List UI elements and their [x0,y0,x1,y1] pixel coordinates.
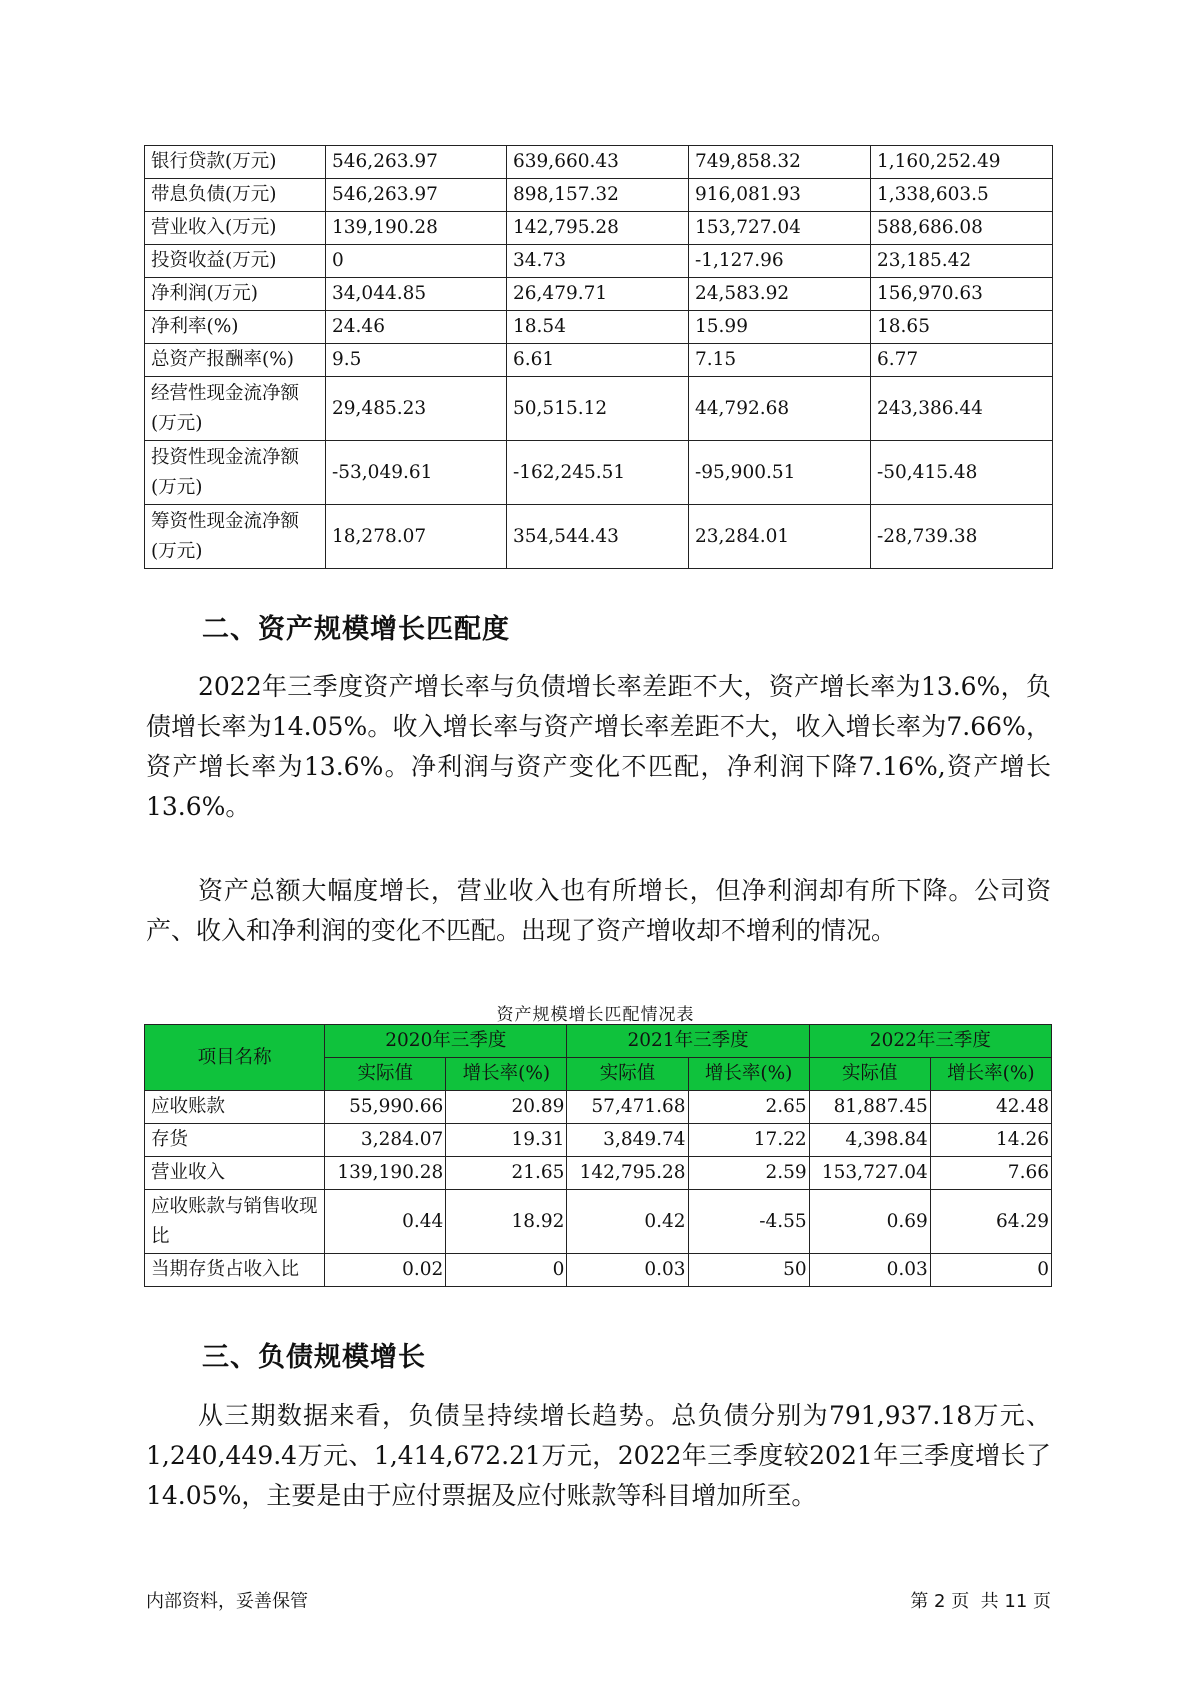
section-heading: 三、负债规模增长 [202,1342,426,1373]
cell-value: 50,515.12 [507,377,689,441]
header-period: 2021年三季度 [567,1025,809,1058]
cell-value: 6.61 [507,344,689,377]
cell-value: 17.22 [688,1124,809,1157]
table-caption: 资产规模增长匹配情况表 [496,1005,695,1025]
cell-value: -95,900.51 [689,441,871,505]
cell-value: 0.69 [809,1190,930,1254]
cell-value: 20.89 [446,1091,567,1124]
cell-value: 546,263.97 [326,179,507,212]
table-row [145,311,1053,344]
header-item-name: 项目名称 [145,1025,325,1091]
cell-value: 23,284.01 [689,505,871,569]
cell-value: 749,858.32 [689,146,871,179]
cell-value: 7.15 [689,344,871,377]
header-period: 2020年三季度 [325,1025,567,1058]
cell-value: 546,263.97 [326,146,507,179]
cell-value: 44,792.68 [689,377,871,441]
cell-value: 50 [688,1254,809,1287]
row-label: 应收账款与销售收现比 [145,1190,325,1254]
paragraph: 从三期数据来看，负债呈持续增长趋势。总负债分别为791,937.18万元、1,240,449.4万元、1,414,672.21万元，2022年三季度较2021年三季度增长了14.05%，主要是由于应付票据及应付账款等科目增加所至。 [146,1401,1051,1510]
cell-value: 18.92 [446,1190,567,1254]
cell-value: 0.44 [325,1190,446,1254]
cell-value: 42.48 [930,1091,1051,1124]
cell-value: 1,160,252.49 [871,146,1053,179]
paragraph: 资产总额大幅度增长，营业收入也有所增长，但净利润却有所下降。公司资产、收入和净利润的变化不匹配。出现了资产增收却不增利的情况。 [146,876,1051,945]
row-label: 经营性现金流净额(万元) [145,377,326,441]
cell-value: 9.5 [326,344,507,377]
table-row [145,1091,1052,1124]
row-label: 应收账款 [145,1091,325,1124]
header-rate: 增长率(%) [930,1058,1051,1091]
financial-indicators-table [144,145,1053,569]
cell-value: 2.59 [688,1157,809,1190]
cell-value: 18.65 [871,311,1053,344]
table-header-row [145,1025,1052,1058]
cell-value: 3,284.07 [325,1124,446,1157]
cell-value: 0.03 [567,1254,688,1287]
table-row [145,179,1053,212]
cell-value: 588,686.08 [871,212,1053,245]
row-label: 筹资性现金流净额(万元) [145,505,326,569]
cell-value: 18,278.07 [326,505,507,569]
row-label: 营业收入(万元) [145,212,326,245]
cell-value: 64.29 [930,1190,1051,1254]
row-label: 银行贷款(万元) [145,146,326,179]
row-label: 净利率(%) [145,311,326,344]
cell-value: 24.46 [326,311,507,344]
table-row [145,1254,1052,1287]
cell-value: 14.26 [930,1124,1051,1157]
cell-value: 139,190.28 [325,1157,446,1190]
cell-value: 1,338,603.5 [871,179,1053,212]
cell-value: 18.54 [507,311,689,344]
cell-value: 6.77 [871,344,1053,377]
cell-value: 0 [930,1254,1051,1287]
cell-value: -28,739.38 [871,505,1053,569]
paragraph: 2022年三季度资产增长率与负债增长率差距不大，资产增长率为13.6%，负债增长率为14.05%。收入增长率与资产增长率差距不大，收入增长率为7.66%，资产增长率为13.6%。净利润与资产变化不匹配，净利润下降7.16%,资产增长13.6%。 [146,672,1051,821]
cell-value: 639,660.43 [507,146,689,179]
cell-value: 916,081.93 [689,179,871,212]
header-actual: 实际值 [567,1058,688,1091]
cell-value: 15.99 [689,311,871,344]
growth-matching-table [144,1024,1052,1287]
cell-value: 153,727.04 [809,1157,930,1190]
table-row [145,377,1053,441]
cell-value: 29,485.23 [326,377,507,441]
cell-value: -50,415.48 [871,441,1053,505]
cell-value: 3,849.74 [567,1124,688,1157]
cell-value: 23,185.42 [871,245,1053,278]
cell-value: 57,471.68 [567,1091,688,1124]
cell-value: 4,398.84 [809,1124,930,1157]
cell-value: 26,479.71 [507,278,689,311]
cell-value: 19.31 [446,1124,567,1157]
cell-value: 34.73 [507,245,689,278]
cell-value: 24,583.92 [689,278,871,311]
row-label: 投资性现金流净额(万元) [145,441,326,505]
header-rate: 增长率(%) [688,1058,809,1091]
cell-value: 0 [326,245,507,278]
cell-value: 142,795.28 [567,1157,688,1190]
row-label: 总资产报酬率(%) [145,344,326,377]
cell-value: 153,727.04 [689,212,871,245]
row-label: 当期存货占收入比 [145,1254,325,1287]
header-period: 2022年三季度 [809,1025,1051,1058]
table-row [145,146,1053,179]
cell-value: 2.65 [688,1091,809,1124]
cell-value: -162,245.51 [507,441,689,505]
cell-value: 81,887.45 [809,1091,930,1124]
section-heading: 二、资产规模增长匹配度 [202,614,510,645]
cell-value: 55,990.66 [325,1091,446,1124]
row-label: 存货 [145,1124,325,1157]
cell-value: 354,544.43 [507,505,689,569]
cell-value: 156,970.63 [871,278,1053,311]
cell-value: 898,157.32 [507,179,689,212]
table-row [145,1157,1052,1190]
cell-value: -53,049.61 [326,441,507,505]
cell-value: 0 [446,1254,567,1287]
header-rate: 增长率(%) [446,1058,567,1091]
cell-value: -4.55 [688,1190,809,1254]
cell-value: 21.65 [446,1157,567,1190]
header-actual: 实际值 [809,1058,930,1091]
table-row [145,1190,1052,1254]
cell-value: 0.02 [325,1254,446,1287]
row-label: 带息负债(万元) [145,179,326,212]
table-row [145,1124,1052,1157]
row-label: 净利润(万元) [145,278,326,311]
header-actual: 实际值 [325,1058,446,1091]
table-row [145,441,1053,505]
table-row [145,212,1053,245]
footer-confidential-note: 内部资料，妥善保管 [146,1591,308,1612]
table-row [145,245,1053,278]
cell-value: 7.66 [930,1157,1051,1190]
cell-value: 139,190.28 [326,212,507,245]
cell-value: 142,795.28 [507,212,689,245]
cell-value: -1,127.96 [689,245,871,278]
cell-value: 243,386.44 [871,377,1053,441]
cell-value: 0.42 [567,1190,688,1254]
cell-value: 0.03 [809,1254,930,1287]
footer-page-number: 第 2 页 共 11 页 [910,1591,1051,1612]
row-label: 营业收入 [145,1157,325,1190]
table-row [145,278,1053,311]
row-label: 投资收益(万元) [145,245,326,278]
table-row [145,344,1053,377]
table-row [145,505,1053,569]
cell-value: 34,044.85 [326,278,507,311]
